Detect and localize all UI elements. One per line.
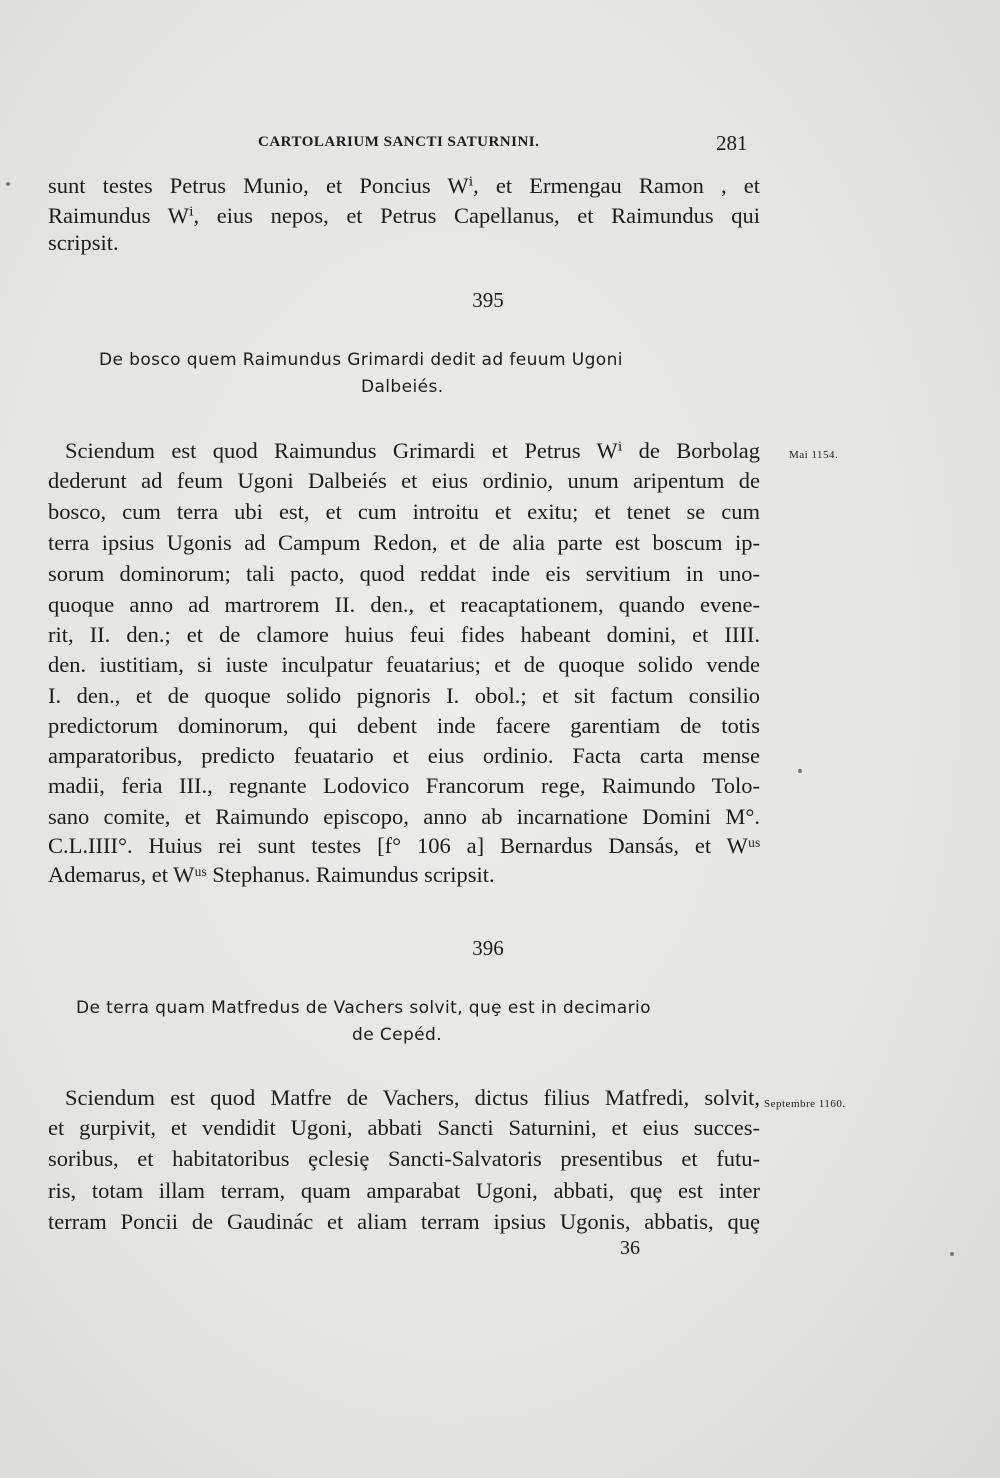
margin-date: Mai 1154.	[789, 449, 839, 461]
text-line: Sciendum est quod Matfre de Vachers, dictus filius Matfredi, solvit,	[65, 1085, 760, 1110]
text-line: C.L.IIII°. Huius rei sunt testes [f° 106 a] Bernardus Dansás, et Wᵘˢ	[48, 833, 760, 858]
text-line: et gurpivit, et vendidit Ugoni, abbati Sancti Saturnini, et eius succes-	[48, 1115, 760, 1140]
page-number: 281	[716, 131, 748, 155]
paper-speck	[950, 1252, 954, 1256]
text-line: Ademarus, et Wᵘˢ Stephanus. Raimundus scripsit.	[48, 862, 495, 887]
paper-speck	[6, 182, 10, 186]
charter-rubric: De bosco quem Raimundus Grimardi dedit ad feuum Ugoni	[99, 350, 623, 370]
text-line: rit, II. den.; et de clamore huius feui fides habeant domini, et IIII.	[48, 622, 760, 647]
text-line: terra ipsius Ugonis ad Campum Redon, et de alia parte est boscum ip-	[48, 530, 760, 555]
margin-date: Septembre 1160.	[764, 1098, 846, 1110]
charter-number: 396	[472, 936, 504, 960]
paper-speck	[798, 769, 802, 773]
text-line: sorum dominorum; tali pacto, quod reddat inde eis servitium in uno-	[48, 561, 760, 586]
charter-rubric: de Cepéd.	[352, 1025, 443, 1045]
text-line: scripsit.	[48, 230, 119, 255]
charter-rubric: De terra quam Matfredus de Vachers solvit, quȩ est in decimario	[76, 998, 651, 1018]
running-title: CARTOLARIUM SANCTI SATURNINI.	[258, 134, 540, 150]
text-line: dederunt ad feum Ugoni Dalbeiés et eius ordinio, unum aripentum de	[48, 468, 760, 493]
text-line: terram Poncii de Gaudinác et aliam terram ipsius Ugonis, abbatis, quȩ	[48, 1209, 760, 1234]
text-line: Raimundus Wⁱ, eius nepos, et Petrus Capellanus, et Raimundus qui	[48, 203, 760, 228]
signature-mark: 36	[620, 1237, 640, 1259]
charter-number: 395	[472, 288, 504, 312]
text-line: predictorum dominorum, qui debent inde facere garentiam de totis	[48, 713, 760, 738]
text-line: ris, totam illam terram, quam amparabat Ugoni, abbati, quȩ est inter	[48, 1178, 760, 1203]
text-line: Sciendum est quod Raimundus Grimardi et Petrus Wⁱ de Borbolag	[65, 438, 760, 463]
text-line: soribus, et habitatoribus ȩclesiȩ Sancti-Salvatoris presentibus et futu-	[48, 1146, 760, 1171]
text-line: bosco, cum terra ubi est, et cum introitu et exitu; et tenet se cum	[48, 499, 760, 524]
text-line: I. den., et de quoque solido pignoris I. obol.; et sit factum consilio	[48, 683, 760, 708]
text-line: sano comite, et Raimundo episcopo, anno ab incarnatione Domini M°.	[48, 804, 760, 829]
text-line: den. iustitiam, si iuste inculpatur feuatarius; et de quoque solido vende	[48, 652, 760, 677]
text-line: sunt testes Petrus Munio, et Poncius Wⁱ, et Ermengau Ramon , et	[48, 173, 760, 198]
text-line: amparatoribus, predicto feuatario et eius ordinio. Facta carta mense	[48, 743, 760, 768]
charter-rubric: Dalbeiés.	[361, 377, 444, 397]
text-line: quoque anno ad martrorem II. den., et reacaptationem, quando evene-	[48, 592, 760, 617]
text-line: madii, feria III., regnante Lodovico Francorum rege, Raimundo Tolo-	[48, 773, 760, 798]
